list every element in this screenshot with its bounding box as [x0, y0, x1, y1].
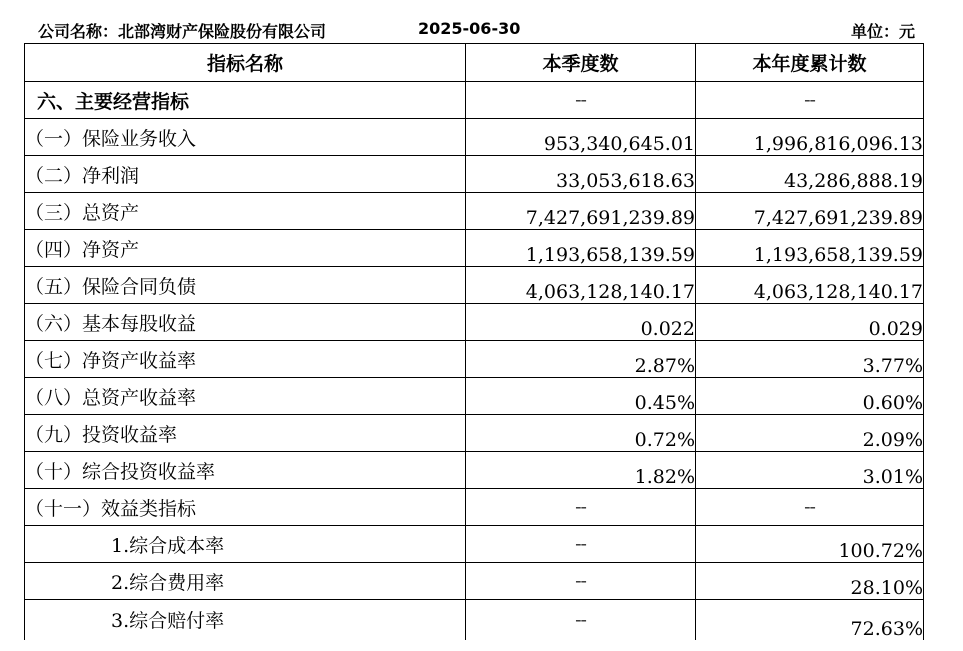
table-row [25, 526, 924, 563]
ytd-value: 0.029 [696, 304, 924, 341]
indicator-name: （二）净利润 [25, 156, 466, 193]
indicator-name: （八）总资产收益率 [25, 378, 466, 415]
quarter-value: 0.45% [466, 378, 696, 415]
ytd-value: 0.60% [696, 378, 924, 415]
quarter-value: 4,063,128,140.17 [466, 267, 696, 304]
indicator-table [24, 43, 924, 640]
company-name: 公司名称：北部湾财产保险股份有限公司 [38, 22, 327, 41]
table-row [25, 378, 924, 415]
quarter-value: 7,427,691,239.89 [466, 193, 696, 230]
report-header [38, 19, 915, 43]
table-row [25, 489, 924, 526]
ytd-value: 1,996,816,096.13 [696, 119, 924, 156]
ytd-value: 1,193,658,139.59 [696, 230, 924, 267]
quarter-value: 2.87% [466, 341, 696, 378]
indicator-name: 1.综合成本率 [25, 526, 466, 563]
ytd-value: 4,063,128,140.17 [696, 267, 924, 304]
quarter-value: 33,053,618.63 [466, 156, 696, 193]
indicator-name: 2.综合费用率 [25, 563, 466, 600]
indicator-name: （十一）效益类指标 [25, 489, 466, 526]
table-row [25, 230, 924, 267]
quarter-value: -- [466, 563, 696, 600]
table-row [25, 119, 924, 156]
table-row [25, 156, 924, 193]
indicator-name: （四）净资产 [25, 230, 466, 267]
indicator-name: （十）综合投资收益率 [25, 452, 466, 489]
unit-label: 单位：元 [850, 22, 915, 41]
quarter-value: -- [466, 600, 696, 640]
quarter-value: -- [466, 526, 696, 563]
ytd-value: 72.63% [696, 600, 924, 640]
table-row [25, 563, 924, 600]
indicator-name: （六）基本每股收益 [25, 304, 466, 341]
indicator-name: 六、主要经营指标 [25, 82, 466, 119]
table-header-row [25, 44, 924, 82]
quarter-value: -- [466, 489, 696, 526]
table-row [25, 600, 924, 640]
ytd-value: 7,427,691,239.89 [696, 193, 924, 230]
column-header-ytd: 本年度累计数 [696, 44, 924, 82]
quarter-value: 953,340,645.01 [466, 119, 696, 156]
indicator-name: （一）保险业务收入 [25, 119, 466, 156]
quarter-value: 0.72% [466, 415, 696, 452]
ytd-value: 43,286,888.19 [696, 156, 924, 193]
ytd-value: -- [696, 82, 924, 119]
table-row [25, 452, 924, 489]
report-date: 2025-06-30 [418, 19, 521, 38]
quarter-value: 1,193,658,139.59 [466, 230, 696, 267]
ytd-value: 2.09% [696, 415, 924, 452]
ytd-value: 28.10% [696, 563, 924, 600]
quarter-value: 0.022 [466, 304, 696, 341]
table-row [25, 415, 924, 452]
indicator-name: （三）总资产 [25, 193, 466, 230]
indicator-name: （九）投资收益率 [25, 415, 466, 452]
quarter-value: -- [466, 82, 696, 119]
ytd-value: -- [696, 489, 924, 526]
table-row [25, 82, 924, 119]
table-row [25, 341, 924, 378]
indicator-name: （五）保险合同负债 [25, 267, 466, 304]
ytd-value: 3.77% [696, 341, 924, 378]
table-row [25, 193, 924, 230]
ytd-value: 100.72% [696, 526, 924, 563]
table-row [25, 267, 924, 304]
indicator-name: 3.综合赔付率 [25, 600, 466, 640]
quarter-value: 1.82% [466, 452, 696, 489]
indicator-name: （七）净资产收益率 [25, 341, 466, 378]
table-row [25, 304, 924, 341]
column-header-quarter: 本季度数 [466, 44, 696, 82]
ytd-value: 3.01% [696, 452, 924, 489]
column-header-name: 指标名称 [25, 44, 466, 82]
